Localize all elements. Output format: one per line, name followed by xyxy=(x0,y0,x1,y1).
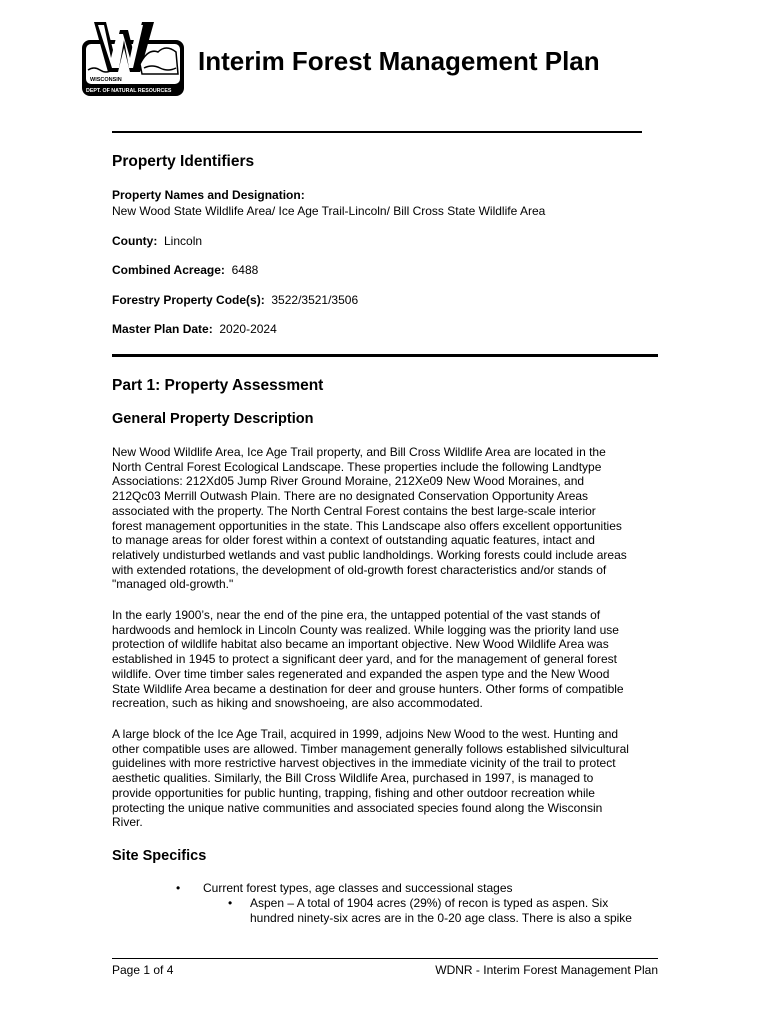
paragraph-line: aesthetic qualities. Similarly, the Bill Cross Wildlife Area, purchased in 1997, is managed to xyxy=(112,771,594,786)
paragraph-1 xyxy=(112,445,672,592)
paragraph-3 xyxy=(112,727,672,830)
footer-document-title: WDNR - Interim Forest Management Plan xyxy=(435,963,658,977)
paragraph-line: State Wildlife Area became a destination for deer and grouse hunters. Other forms of compatible xyxy=(112,681,624,696)
paragraph-line: protecting the unique native communities and associated species found along the Wisconsin xyxy=(112,800,603,815)
list-item-text: hundred ninety-six acres are in the 0-20 age class. There is also a spike xyxy=(250,911,632,925)
paragraph-line: Associations: 212Xd05 Jump River Ground Moraine, 212Xe09 New Wood Moraines, and xyxy=(112,474,585,489)
paragraph-line: recreation, such as hiking and snowshoeing, are also accommodated. xyxy=(112,696,483,711)
county-field xyxy=(112,234,202,248)
section-heading-identifiers: Property Identifiers xyxy=(112,153,255,170)
title-divider xyxy=(112,131,642,133)
codes-field xyxy=(112,293,358,307)
paragraph-line: North Central Forest Ecological Landscape. These properties include the following Landtype xyxy=(112,459,602,474)
bullet-icon: • xyxy=(176,881,181,895)
page-number: Page 1 of 4 xyxy=(112,963,174,977)
paragraph-line: A large block of the Ice Age Trail, acquired in 1999, adjoins New Wood to the west. Hunting and xyxy=(112,727,619,741)
wdnr-logo xyxy=(80,18,186,98)
section-divider xyxy=(112,354,658,357)
paragraph-line: "managed old-growth." xyxy=(112,577,234,592)
acreage-label: Combined Acreage: xyxy=(112,263,225,277)
list-item-text: Current forest types, age classes and successional stages xyxy=(203,881,513,895)
masterplan-value: 2020-2024 xyxy=(219,322,277,336)
paragraph-line: to manage areas for older forest within a context of outstanding aquatic features, intact and xyxy=(112,533,595,548)
footer-divider xyxy=(112,958,658,959)
page-title: Interim Forest Management Plan xyxy=(198,46,600,76)
paragraph-2 xyxy=(112,608,672,711)
paragraph-line: associated with the property. The North Central Forest contains the best large-scale interior xyxy=(112,503,596,518)
names-label: Property Names and Designation: xyxy=(112,188,305,202)
logo-line2: DEPT. OF NATURAL RESOURCES xyxy=(86,88,172,94)
section-heading-part1: Part 1: Property Assessment xyxy=(112,377,324,394)
county-value: Lincoln xyxy=(164,234,203,248)
list-item-text: Aspen – A total of 1904 acres (29%) of recon is typed as aspen. Six xyxy=(250,896,609,910)
paragraph-line: other compatible uses are allowed. Timber management generally follows established silvicultural xyxy=(112,741,629,756)
acreage-field xyxy=(112,263,258,277)
paragraph-line: In the early 1900’s, near the end of the pine era, the untapped potential of the vast stands of xyxy=(112,608,601,622)
paragraph-line: relatively undisturbed wetlands and vast public landholdings. Working forests could include areas xyxy=(112,547,627,562)
names-value: New Wood State Wildlife Area/ Ice Age Trail-Lincoln/ Bill Cross State Wildlife Area xyxy=(112,204,546,218)
bullet-icon: • xyxy=(228,896,233,910)
codes-label: Forestry Property Code(s): xyxy=(112,293,265,307)
subheading-site-specifics: Site Specifics xyxy=(112,848,207,864)
paragraph-line: established in 1945 to protect a significant deer yard, and for the management of general forest xyxy=(112,652,617,667)
codes-value: 3522/3521/3506 xyxy=(271,293,359,307)
paragraph-line: protection of wildlife habitat also became an important objective. New Wood Wildlife Area was xyxy=(112,637,609,652)
paragraph-line: provide opportunities for public hunting, trapping, fishing and other outdoor recreation while xyxy=(112,785,595,800)
county-label: County: xyxy=(112,234,158,248)
masterplan-label: Master Plan Date: xyxy=(112,322,213,336)
paragraph-line: 212Qc03 Merrill Outwash Plain. There are no designated Conservation Opportunity Areas xyxy=(112,489,589,504)
paragraph-line: forest management opportunities in the state. This Landscape also offers excellent opportunities xyxy=(112,518,622,533)
masterplan-field xyxy=(112,322,277,336)
acreage-value: 6488 xyxy=(231,263,259,277)
paragraph-line: River. xyxy=(112,815,143,830)
paragraph-line: guidelines with more restrictive harvest objectives in the immediate vicinity of the trail to protect xyxy=(112,756,616,771)
logo-line1: WISCONSIN xyxy=(90,77,122,83)
paragraph-line: with extended rotations, the development of old-growth forest characteristics and/or stands of xyxy=(112,562,607,577)
paragraph-line: hardwoods and hemlock in Lincoln County was realized. While logging was the priority land use xyxy=(112,622,619,637)
paragraph-line: wildlife. Over time timber sales regenerated and expanded the aspen type and the New Wood xyxy=(112,666,610,681)
paragraph-line: New Wood Wildlife Area, Ice Age Trail property, and Bill Cross Wildlife Area are located in the xyxy=(112,445,606,459)
subheading-general-description: General Property Description xyxy=(112,411,314,427)
